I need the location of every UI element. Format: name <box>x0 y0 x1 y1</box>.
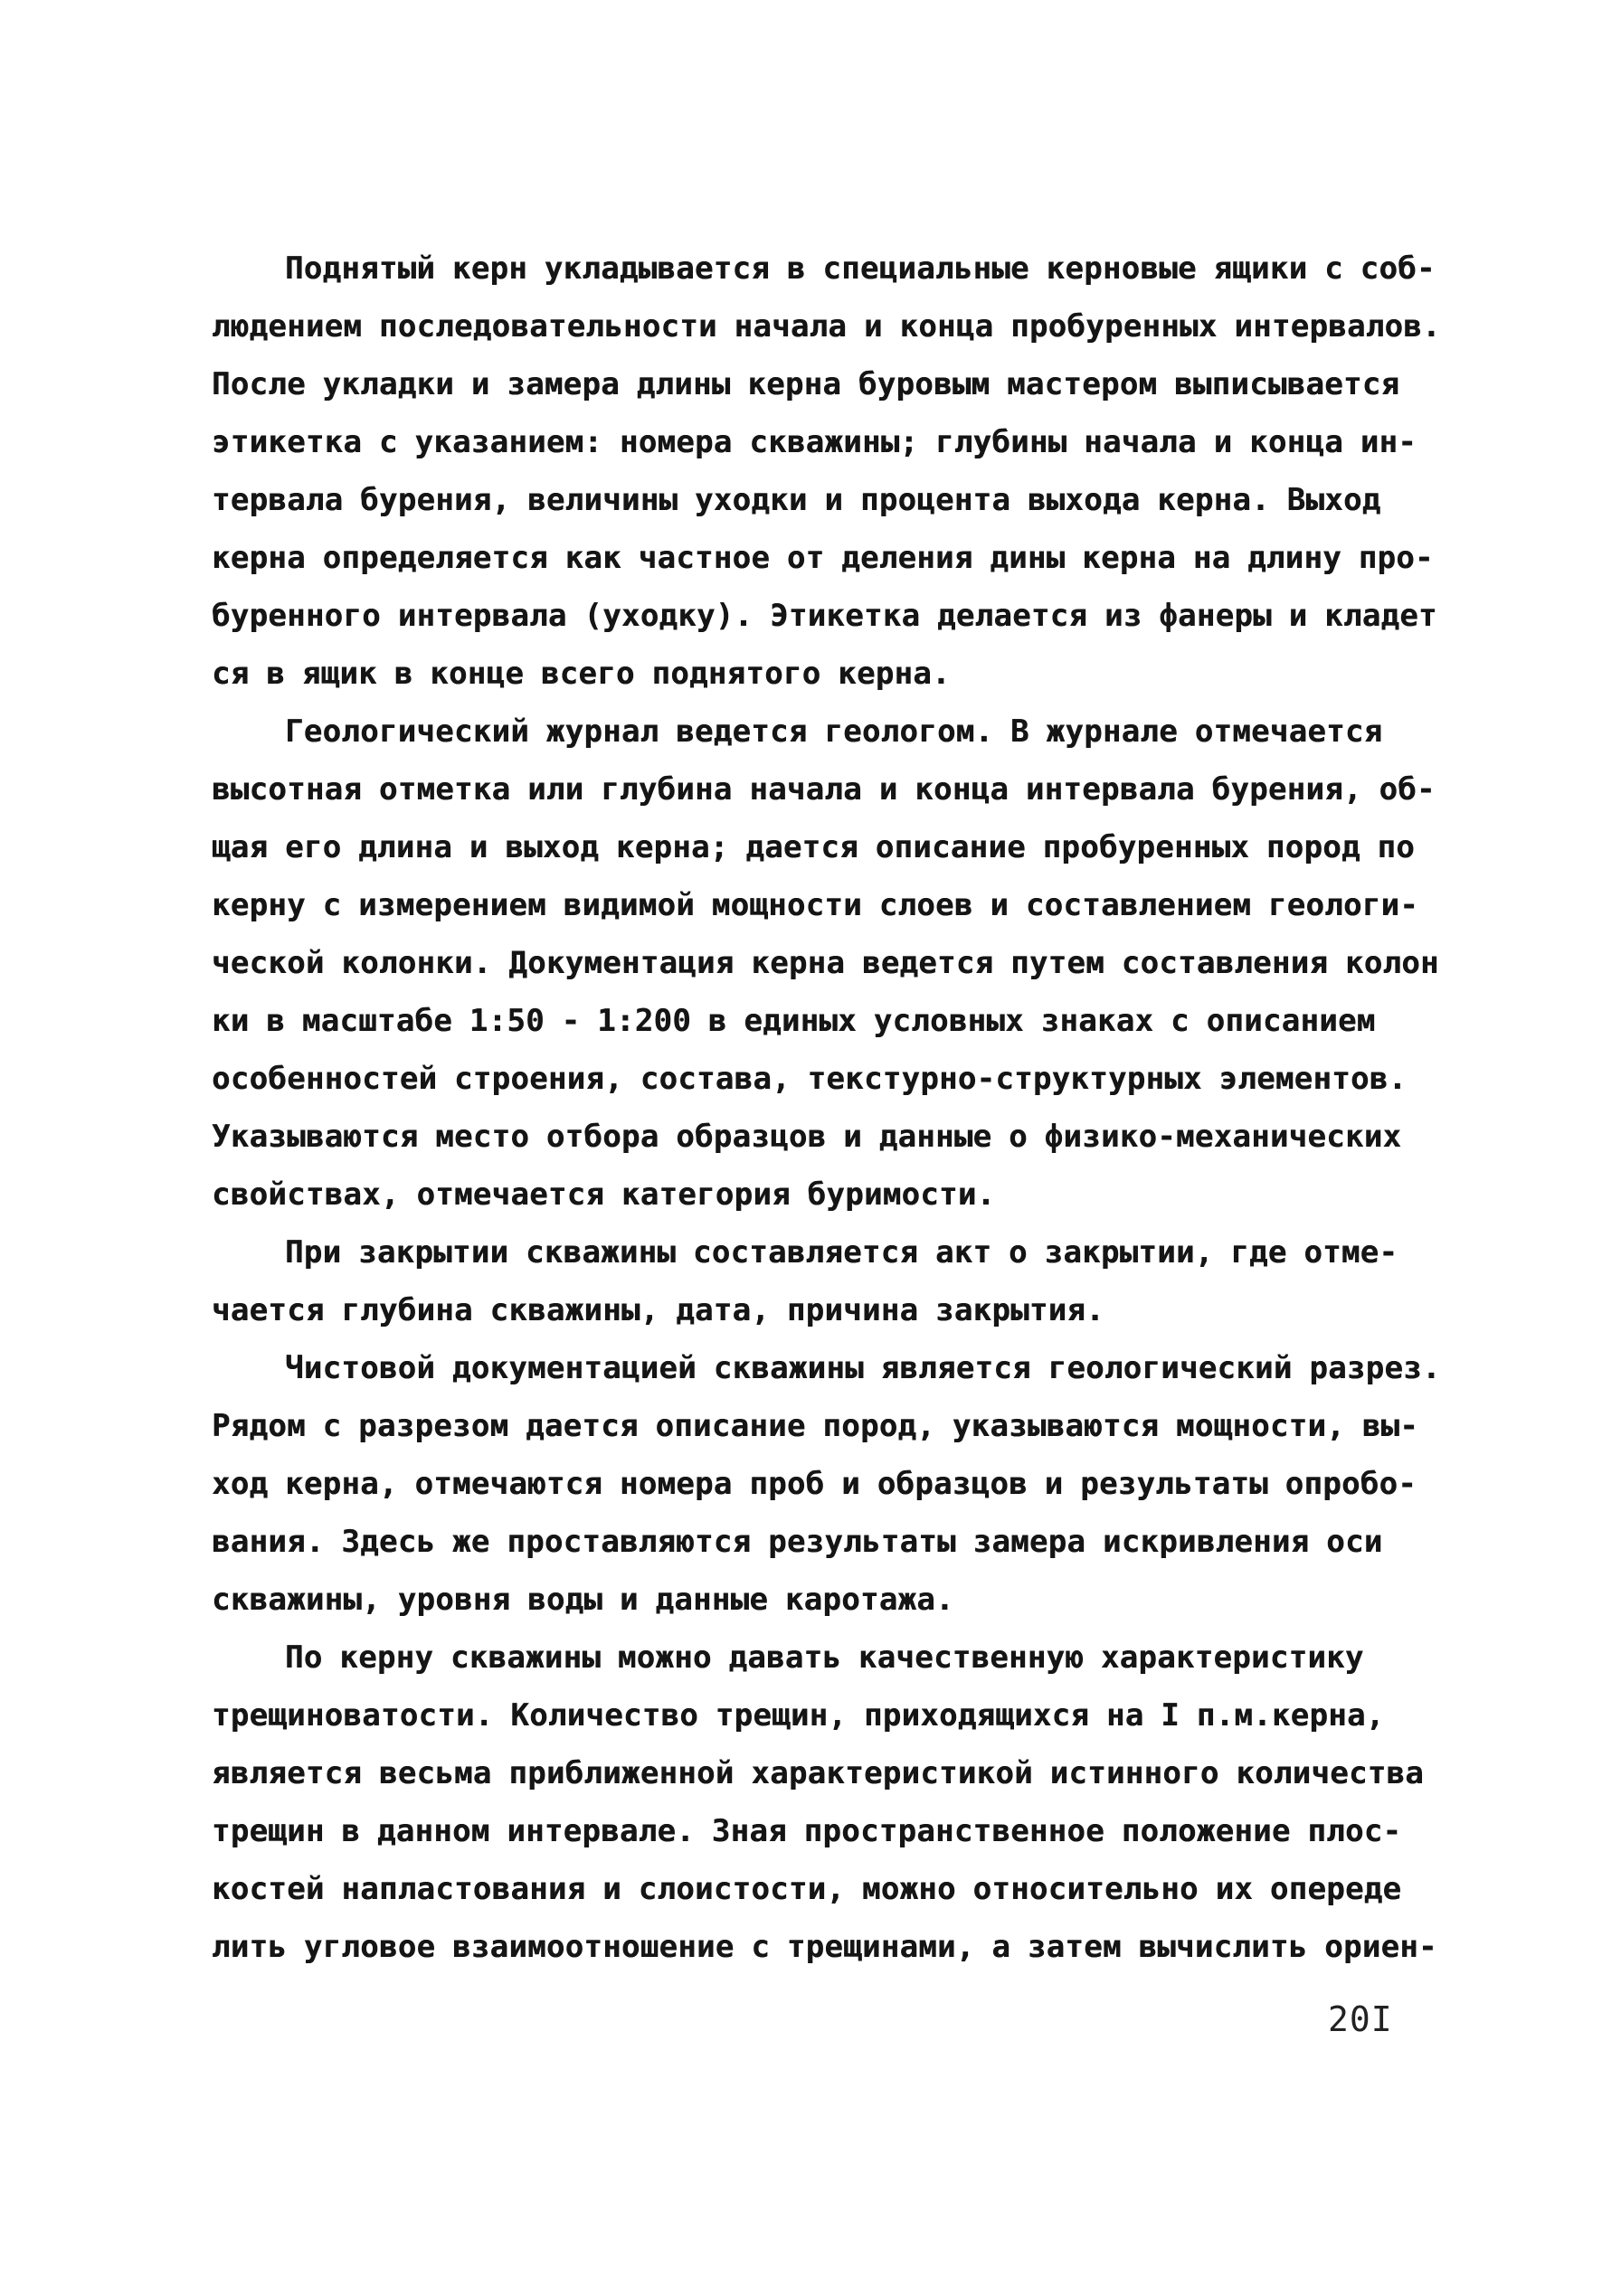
text-line: щая его длина и выход керна; дается описание пробуренных пород по <box>212 829 1416 865</box>
text-line: ческой колонки. Документация керна ведется путем составления колон <box>212 945 1439 981</box>
text-line: трещин в данном интервале. Зная пространственное положение плос- <box>212 1813 1402 1849</box>
text-line: буренного интервала (уходку). Этикетка делается из фанеры и кладет <box>212 598 1437 634</box>
text-line: трещиноватости. Количество трещин, приходящихся на I п.м.керна, <box>212 1697 1385 1734</box>
text-line: После укладки и замера длины керна буровым мастером выписывается <box>212 366 1400 402</box>
text-line: Рядом с разрезом дается описание пород, указываются мощности, вы- <box>212 1408 1419 1444</box>
text-line: Геологический журнал ведется геологом. В журнале отмечается <box>285 713 1383 750</box>
text-line: костей напластования и слоистости, можно относительно их опереде <box>212 1871 1402 1907</box>
text-line: ся в ящик в конце всего поднятого керна. <box>212 656 951 692</box>
text-line: Указываются место отбора образцов и данные о физико-механических <box>212 1119 1402 1155</box>
text-line: По керну скважины можно давать качественную характеристику <box>285 1639 1364 1676</box>
text-line: является весьма приближенной характеристикой истинного количества <box>212 1755 1425 1791</box>
page-number: 20I <box>1328 1999 1393 2039</box>
text-line: ки в масштабе 1:50 - 1:200 в единых условных знаках с описанием <box>212 1003 1376 1039</box>
text-line: свойствах, отмечается категория буримости. <box>212 1176 996 1213</box>
text-line: высотная отметка или глубина начала и конца интервала бурения, об- <box>212 771 1436 808</box>
text-line: людением последовательности начала и конца пробуренных интервалов. <box>212 308 1441 345</box>
text-line: вания. Здесь же проставляются результаты замера искривления оси <box>212 1524 1383 1560</box>
text-line: особенностей строения, состава, текстурно-структурных элементов. <box>212 1061 1408 1097</box>
text-line: скважины, уровня воды и данные каротажа. <box>212 1582 954 1618</box>
text-line: керна определяется как частное от деления дины керна на длину про- <box>212 540 1434 576</box>
text-line: Поднятый керн укладывается в специальные керновые ящики с соб- <box>285 250 1436 287</box>
text-line: Чистовой документацией скважины является геологический разрез. <box>285 1350 1441 1386</box>
text-line: этикетка с указанием: номера скважины; глубины начала и конца ин- <box>212 424 1417 460</box>
text-line: керну с измерением видимой мощности слоев и составлением геологи- <box>212 887 1419 923</box>
text-line: тервала бурения, величины уходки и процента выхода керна. Выход <box>212 482 1381 518</box>
text-line: чается глубина скважины, дата, причина закрытия. <box>212 1292 1104 1328</box>
text-line: ход керна, отмечаются номера проб и образцов и результаты опробо- <box>212 1466 1417 1502</box>
text-line: лить угловое взаимоотношение с трещинами, а затем вычислить ориен- <box>212 1929 1437 1965</box>
text-line: При закрытии скважины составляется акт о закрытии, где отме- <box>285 1234 1398 1271</box>
